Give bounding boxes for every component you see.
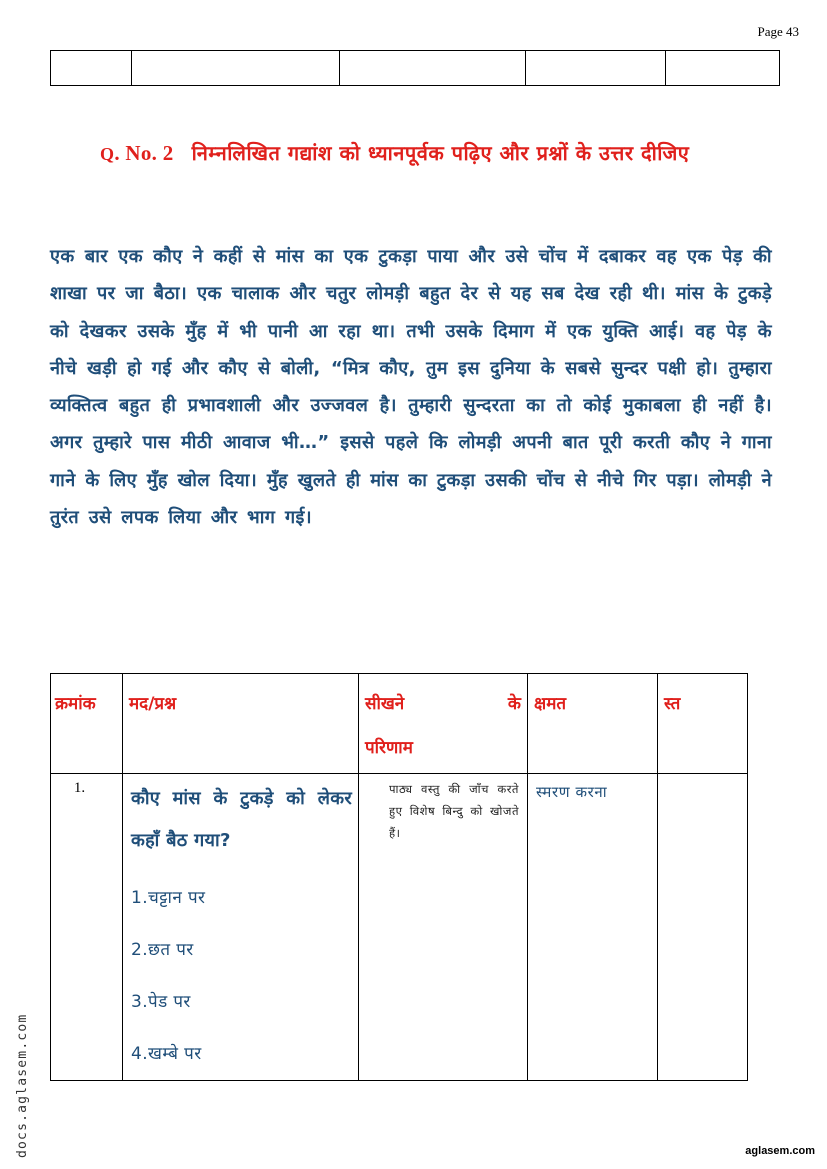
option-4: 4.खम्बे पर [131, 1044, 202, 1064]
row-learning-outcome: पाठ्य वस्तु की जाँच करते हुए विशेष बिन्दु को खोजते हैं। [359, 774, 528, 1081]
table-header-row [51, 674, 748, 774]
passage-text: एक बार एक कौए ने कहीं से मांस का एक टुकड़ा पाया और उसे चोंच में दबाकर वह एक पेड़ की शाखा पर जा बैठा। एक चालाक और चतुर लोमड़ी बहुत देर से यह सब देख रही थी। मांस के टुकड़े को देखकर उसके मुँह में भी पानी आ रहा था। तभी उसके दिमाग में एक युक्ति आई। वह पेड़ के नीचे खड़ी हो गई और कौए से बोली, “मित्र कौए, तुम इस दुनिया के सबसे सुन्दर पक्षी हो। तुम्हारा व्यक्तित्व बहुत ही प्रभावशाली और उज्जवल है। तुम्हारी सुन्दरता का तो कोई मुकाबला ही नहीं है। अगर तुम्हारे पास मीठी आवाज भी…” इससे पहले कि लोमड़ी अपनी बात पूरी करती कौए ने गाना गाने के लिए मुँह खोल दिया। मुँह खुलते ही मांस का टुकड़ा उसकी चोंच से नीचे गिर पड़ा। लोमड़ी ने तुरंत उसे लपक लिया और भाग गई। [50, 246, 772, 529]
option-3: 3.पेड पर [131, 992, 191, 1012]
header-ability: क्षमत [528, 674, 658, 774]
empty-cell [666, 51, 780, 86]
table-row [51, 774, 748, 1081]
question-table [50, 673, 748, 1081]
option-1: 1.चट्टान पर [131, 888, 206, 908]
header-outcome: सीखने के परिणाम [359, 674, 528, 774]
row-question [123, 774, 359, 1081]
header-serial: क्रमांक [51, 674, 123, 774]
option-2: 2.छत पर [131, 940, 194, 960]
empty-cell [51, 51, 132, 86]
row-serial: 1. [51, 774, 123, 1081]
row-level [658, 774, 748, 1081]
empty-cell [340, 51, 526, 86]
table-row [51, 51, 780, 86]
top-empty-table [50, 50, 780, 86]
question-heading [100, 130, 770, 178]
header-item: मद/प्रश्न [123, 674, 359, 774]
row-ability: स्मरण करना [528, 774, 658, 1081]
question-number: Q. No. 2 [100, 141, 174, 165]
page-number: Page 43 [757, 24, 799, 39]
empty-cell [526, 51, 666, 86]
watermark-text: docs.aglasem.com [15, 1013, 30, 1158]
question-instruction: निम्नलिखित गद्यांश को ध्यानपूर्वक पढ़िए और प्रश्नों के उत्तर दीजिए [191, 141, 690, 165]
empty-cell [132, 51, 340, 86]
question-text: कौए मांस के टुकड़े को लेकर कहाँ बैठ गया? [131, 788, 352, 851]
footer-brand: aglasem.com [745, 1145, 815, 1157]
answer-options [123, 872, 358, 1080]
header-level: स्त [658, 674, 748, 774]
